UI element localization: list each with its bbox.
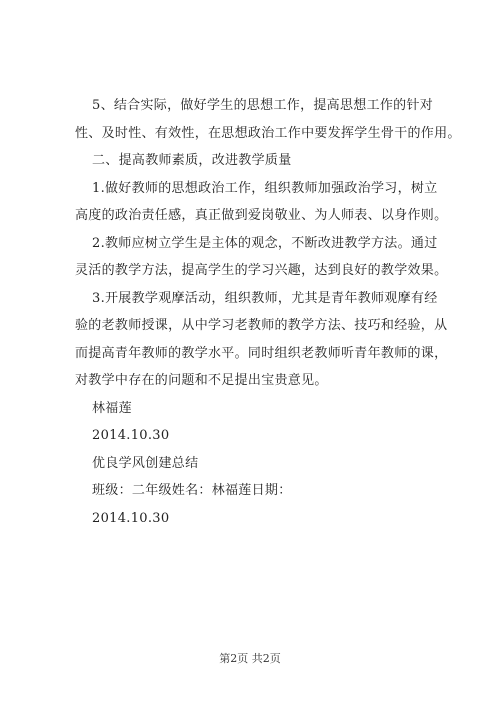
item-3-line-1: 3.开展教学观摩活动，组织教师，尤其是青年教师观摩有经	[92, 291, 438, 306]
document-title: 优良学风创建总结	[92, 456, 199, 471]
section-heading: 二、提高教师素质，改进教学质量	[92, 153, 292, 168]
item-2-line-2: 灵活的教学方法，提高学生的学习兴趣，达到良好的教学效果。	[75, 263, 448, 278]
signature-date: 2014.10.30	[92, 428, 170, 443]
item-3-line-2: 验的老教师授课，从中学习老教师的教学方法、技巧和经验，从	[75, 318, 448, 333]
paragraph-5-line-1: 5、结合实际，做好学生的思想工作，提高思想工作的针对	[92, 98, 434, 113]
item-1-line-2: 高度的政治责任感，真正做到爱岗敬业、为人师表、以身作则。	[75, 208, 448, 223]
paragraph-5-line-2: 性、及时性、有效性，在思想政治工作中要发挥学生骨干的作用。	[75, 126, 461, 141]
item-1-line-1: 1.做好教师的思想政治工作，组织教师加强政治学习，树立	[92, 181, 438, 196]
page-footer: 第2页 共2页	[219, 652, 281, 665]
document-info: 班级：二年级姓名：林福莲日期：	[92, 483, 292, 498]
document-date: 2014.10.30	[92, 511, 170, 526]
item-2-line-1: 2.教师应树立学生是主体的观念，不断改进教学方法。通过	[92, 236, 438, 251]
item-3-line-4: 对教学中存在的问题和不足提出宝贵意见。	[75, 373, 328, 388]
signature-name: 林福莲	[92, 401, 132, 416]
item-3-line-3: 而提高青年教师的教学水平。同时组织老教师听青年教师的课，	[75, 346, 448, 361]
